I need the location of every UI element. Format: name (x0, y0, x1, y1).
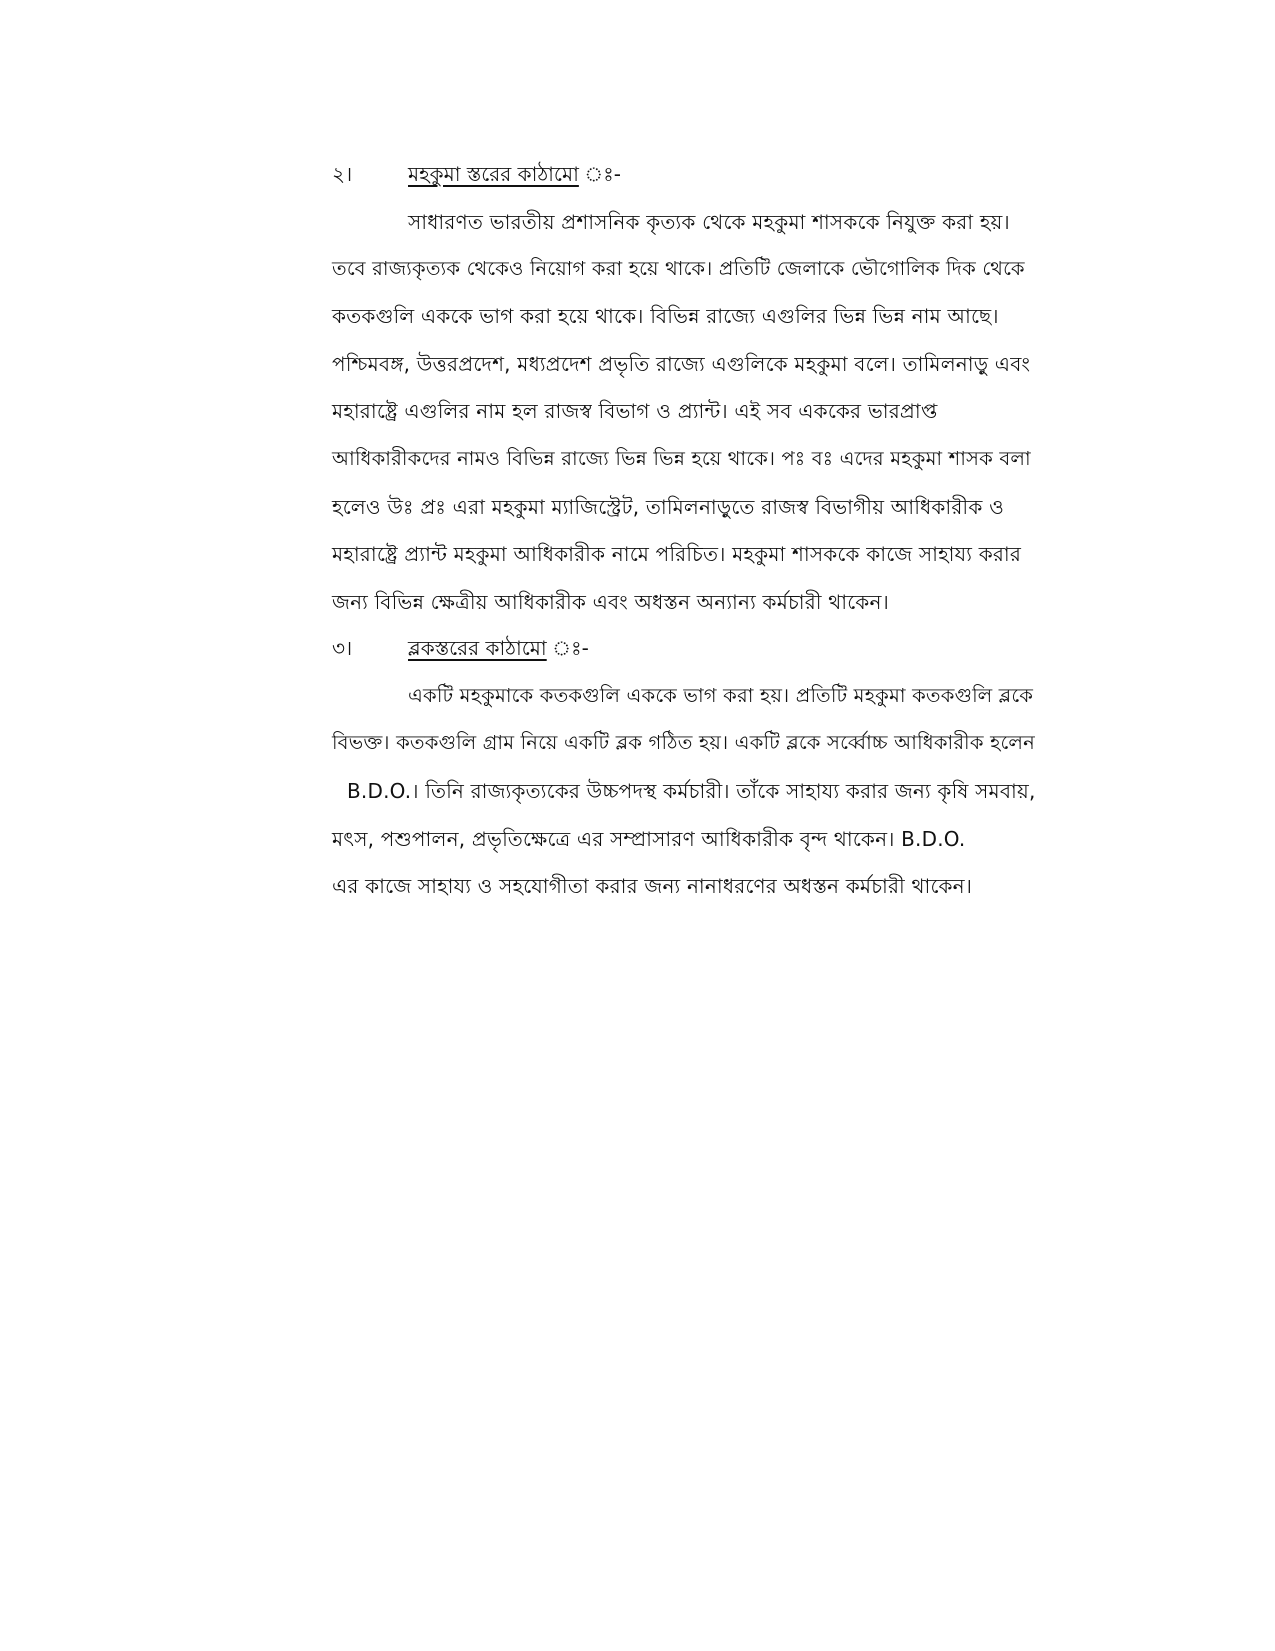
section-3-title: ব্লকস্তরের কাঠামো (408, 636, 547, 660)
section-3-line: এর কাজে সাহায্য ও সহযোগীতা করার জন্য নানাধরণের অধস্তন কর্মচারী থাকেন। (332, 874, 973, 898)
section-3-line: মৎস, পশুপালন, প্রভৃতিক্ষেত্রে এর সম্প্রাসারণ আধিকারীক বৃন্দ থাকেন। B.D.O. (332, 827, 966, 851)
section-2-line: হলেও উঃ প্রঃ এরা মহকুমা ম্যাজিস্ট্রেট, তামিলনাড়ুতে রাজস্ব বিভাগীয় আধিকারীক ও (332, 495, 1004, 519)
section-3-line: একটি মহকুমাকে কতকগুলি এককে ভাগ করা হয়। প্রতিটি মহকুমা কতকগুলি ব্লকে (408, 684, 1034, 707)
section-2-number: ২। (332, 162, 353, 186)
section-2-suffix: ঃ- (578, 162, 622, 186)
section-2-line: কতকগুলি এককে ভাগ করা হয়ে থাকে। বিভিন্ন রাজ্যে এগুলির ভিন্ন ভিন্ন নাম আছে। (332, 304, 999, 328)
section-2-line: সাধারণত ভারতীয় প্রশাসনিক কৃত্যক থেকে মহকুমা শাসককে নিযুক্ত করা হয়। (408, 210, 1010, 234)
section-3-heading (408, 634, 589, 662)
section-3-suffix: ঃ- (546, 636, 589, 660)
section-2-heading (408, 160, 621, 188)
section-2-line: মহারাষ্ট্রে এগুলির নাম হল রাজস্ব বিভাগ ও প্র্যান্ট। এই সব এককের ভারপ্রাপ্ত (332, 399, 938, 423)
section-2-line: জন্য বিভিন্ন ক্ষেত্রীয় আধিকারীক এবং অধস্তন অন্যান্য কর্মচারী থাকেন। (332, 590, 889, 614)
section-2-title: মহকুমা স্তরের কাঠামো (408, 162, 579, 186)
section-2-line: মহারাষ্ট্রে প্র্যান্ট মহকুমা আধিকারীক নামে পরিচিত। মহকুমা শাসককে কাজে সাহায্য করার (332, 542, 1022, 566)
section-2-line: তবে রাজ্যকৃত্যক থেকেও নিয়োগ করা হয়ে থাকে। প্রতিটি জেলাকে ভৌগোলিক দিক থেকে (332, 257, 1025, 280)
section-3-line: B.D.O.। তিনি রাজ্যকৃত্যকের উচ্চপদস্থ কর্মচারী। তাঁকে সাহায্য করার জন্য কৃষি সমবায়, (347, 779, 1036, 803)
section-3-line: বিভক্ত। কতকগুলি গ্রাম নিয়ে একটি ব্লক গঠিত হয়। একটি ব্লকে সর্ব্বোচ্চ আধিকারীক হলেন (332, 731, 1035, 754)
section-3-number: ৩। (332, 636, 353, 660)
section-2-line: পশ্চিমবঙ্গ, উত্তরপ্রদেশ, মধ্যপ্রদেশ প্রভৃতি রাজ্যে এগুলিকে মহকুমা বলে। তামিলনাড়ু এবং (332, 352, 1031, 376)
section-2-line: আধিকারীকদের নামও বিভিন্ন রাজ্যে ভিন্ন ভিন্ন হয়ে থাকে। পঃ বঃ এদের মহকুমা শাসক বলা (332, 447, 1031, 470)
